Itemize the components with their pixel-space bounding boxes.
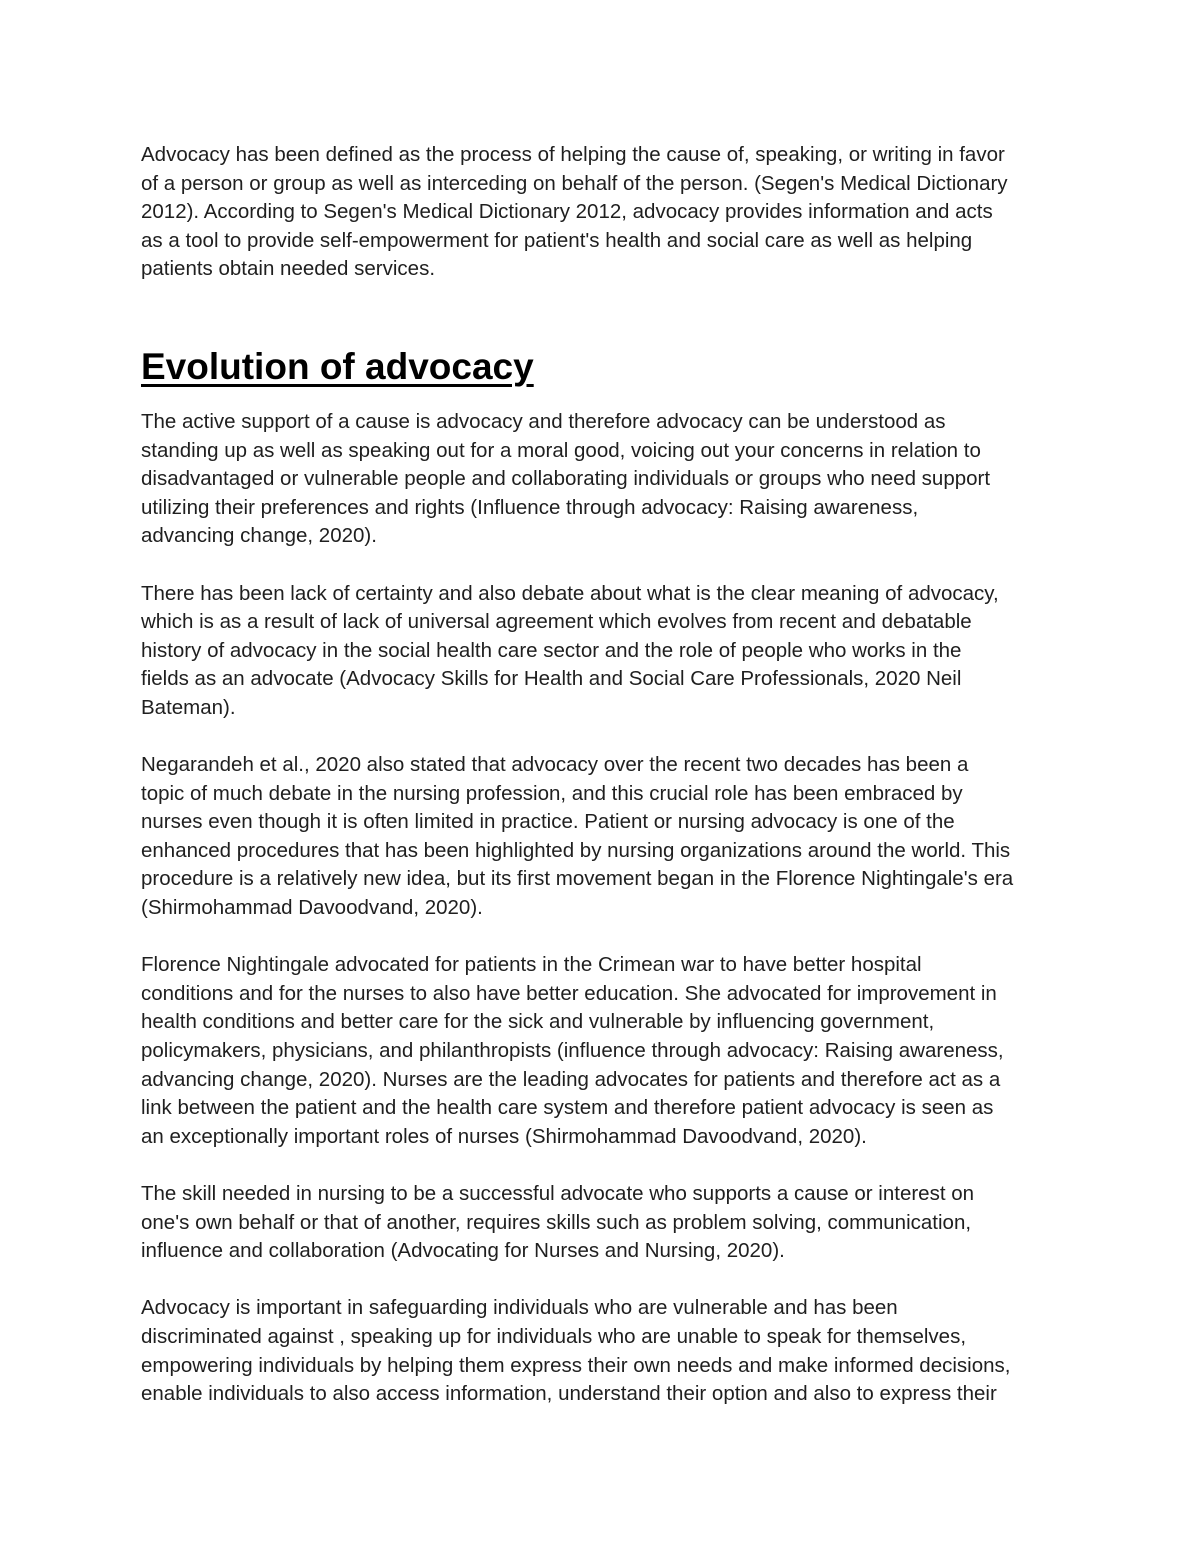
document-body <box>141 141 1071 1437</box>
intro-paragraph: Advocacy has been defined as the process of helping the cause of, speaking, or writing in favor of a person or group as well as interceding on behalf of the person. (Segen's Medical Dictionary 2012). According to Segen's Medical Dictionary 2012, advocacy provides information and acts as a tool to provide self-empowerment for patient's health and social care as well as helping patients obtain needed services. <box>141 143 1008 281</box>
paragraph-florence-nightingale: Florence Nightingale advocated for patients in the Crimean war to have better hospital conditions and for the nurses to also have better education. She advocated for improvement in health conditions and better care for the sick and vulnerable by influencing government, policymakers, physicians, and philanthropists (influence through advocacy: Raising awareness, advancing change, 2020). Nurses are the leading advocates for patients and therefore act as a link between the patient and the health care system and therefore patient advocacy is seen as an exceptionally important roles of nurses (Shirmohammad Davoodvand, 2020). <box>141 953 1004 1148</box>
paragraph-active-support: The active support of a cause is advocacy and therefore advocacy can be understood as standing up as well as speaking out for a moral good, voicing out your concerns in relation to disadvantaged or vulnerable people and collaborating individuals or groups who need support utilizing their preferences and rights (Influence through advocacy: Raising awareness, advancing change, 2020). <box>141 409 991 548</box>
paragraph-lack-of-certainty: There has been lack of certainty and also debate about what is the clear meaning of advocacy, which is as a result of lack of universal agreement which evolves from recent and debatable history of advocacy in the social health care sector and the role of people who works in the fields as an advocate (Advocacy Skills for Health and Social Care Professionals, 2020 Neil Bateman). <box>141 581 999 719</box>
section-heading: Evolution of advocacy <box>141 345 534 387</box>
paragraph-advocacy-important: Advocacy is important in safeguarding individuals who are vulnerable and has been discriminated against , speaking up for individuals who are unable to speak for themselves, empowering individuals by helping them express their own needs and make informed decisions, enable individuals to also access information, understand their option and also to express their <box>141 1296 1011 1406</box>
paragraph-skill-needed: The skill needed in nursing to be a successful advocate who supports a cause or interest on one's own behalf or that of another, requires skills such as problem solving, communication, influence and collaboration (Advocating for Nurses and Nursing, 2020). <box>141 1182 975 1263</box>
paragraph-negarandeh: Negarandeh et al., 2020 also stated that advocacy over the recent two decades has been a topic of much debate in the nursing profession, and this crucial role has been embraced by nurses even though it is often limited in practice. Patient or nursing advocacy is one of the enhanced procedures that has been highlighted by nursing organizations around the world. This procedure is a relatively new idea, but its first movement began in the Florence Nightingale's era (Shirmohammad Davoodvand, 2020). <box>141 753 1014 920</box>
